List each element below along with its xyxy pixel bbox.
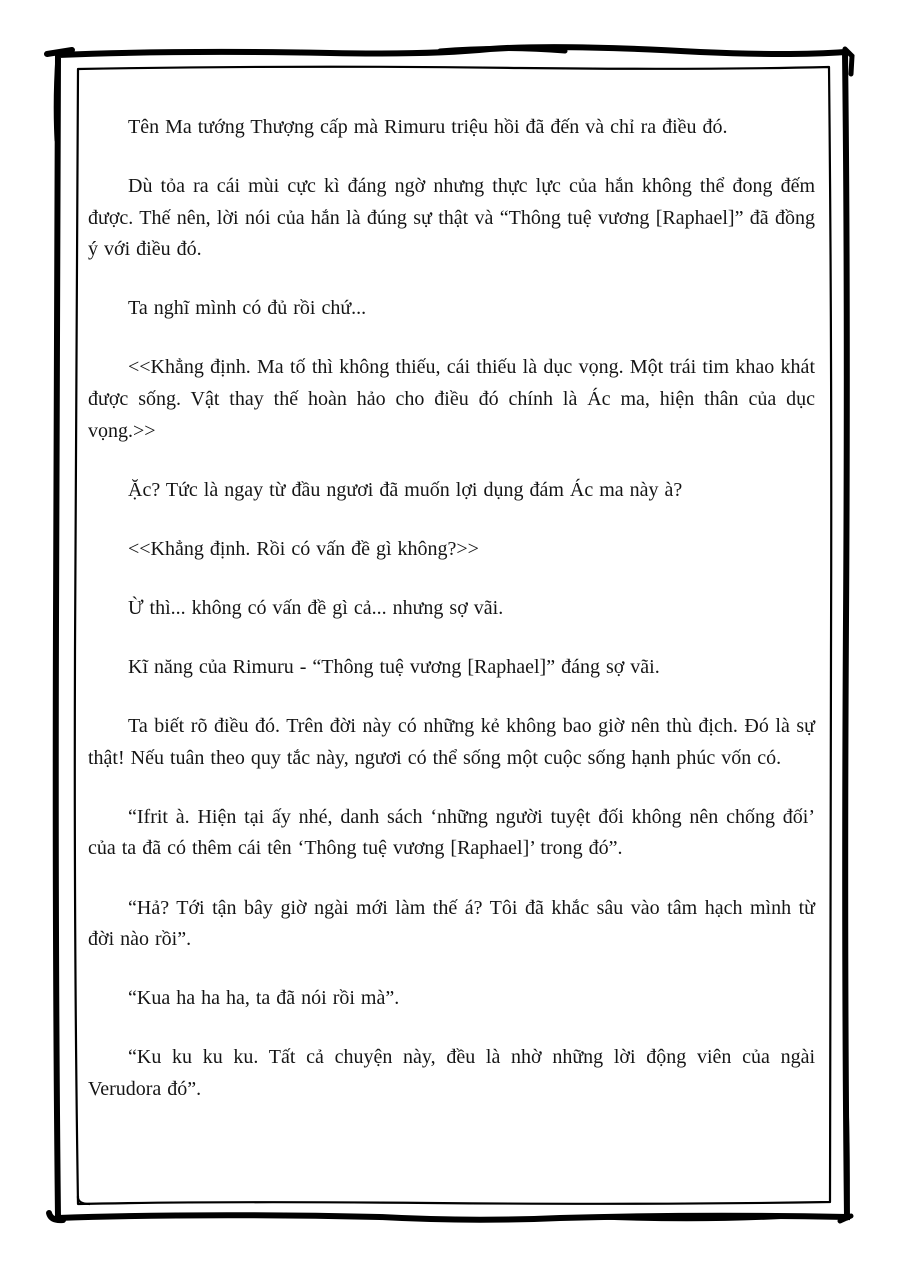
paragraph: Dù tỏa ra cái mùi cực kì đáng ngờ nhưng thực lực của hắn không thể đong đếm được. Thế nên, lời nói của hắn là đúng sự thật và “Thông tuệ vương [Raphael]” đã đồng ý với điều đó. xyxy=(88,175,815,261)
paragraph: “Kua ha ha ha, ta đã nói rồi mà”. xyxy=(128,987,400,1010)
paragraph: “Hả? Tới tận bây giờ ngài mới làm thế á? Tôi đã khắc sâu vào tâm hạch mình từ đời nào rồi”. xyxy=(88,896,815,951)
paragraph: “Ifrit à. Hiện tại ấy nhé, danh sách ‘những người tuyệt đối không nên chống đối’ của ta đã có thêm cái tên ‘Thông tuệ vương [Raphael]’ trong đó”. xyxy=(88,805,815,860)
paragraph: “Ku ku ku ku. Tất cả chuyện này, đều là nhờ những lời động viên của ngài Verudora đó”. xyxy=(88,1046,815,1100)
paragraph: <<Khẳng định. Rồi có vấn đề gì không?>> xyxy=(128,537,479,560)
paragraph: <<Khẳng định. Ma tố thì không thiếu, cái thiếu là dục vọng. Một trái tim khao khát được sống. Vật thay thế hoàn hảo cho điều đó chính là Ác ma, hiện thân của dục vọng.>> xyxy=(88,356,815,442)
paragraph: Ta nghĩ mình có đủ rồi chứ... xyxy=(128,297,367,320)
paragraph: Ặc? Tức là ngay từ đầu ngươi đã muốn lợi dụng đám Ác ma này à? xyxy=(128,478,683,501)
page-text xyxy=(88,112,815,1105)
paragraph: Kĩ năng của Rimuru - “Thông tuệ vương [Raphael]” đáng sợ vãi. xyxy=(128,656,660,679)
paragraph: Ta biết rõ điều đó. Trên đời này có những kẻ không bao giờ nên thù địch. Đó là sự thật! Nếu tuân theo quy tắc này, ngươi có thể sống một cuộc sống hạnh phúc vốn có. xyxy=(88,715,815,769)
paragraph: Ừ thì... không có vấn đề gì cả... nhưng sợ vãi. xyxy=(128,596,504,619)
paragraph: Tên Ma tướng Thượng cấp mà Rimuru triệu hồi đã đến và chỉ ra điều đó. xyxy=(128,116,728,138)
